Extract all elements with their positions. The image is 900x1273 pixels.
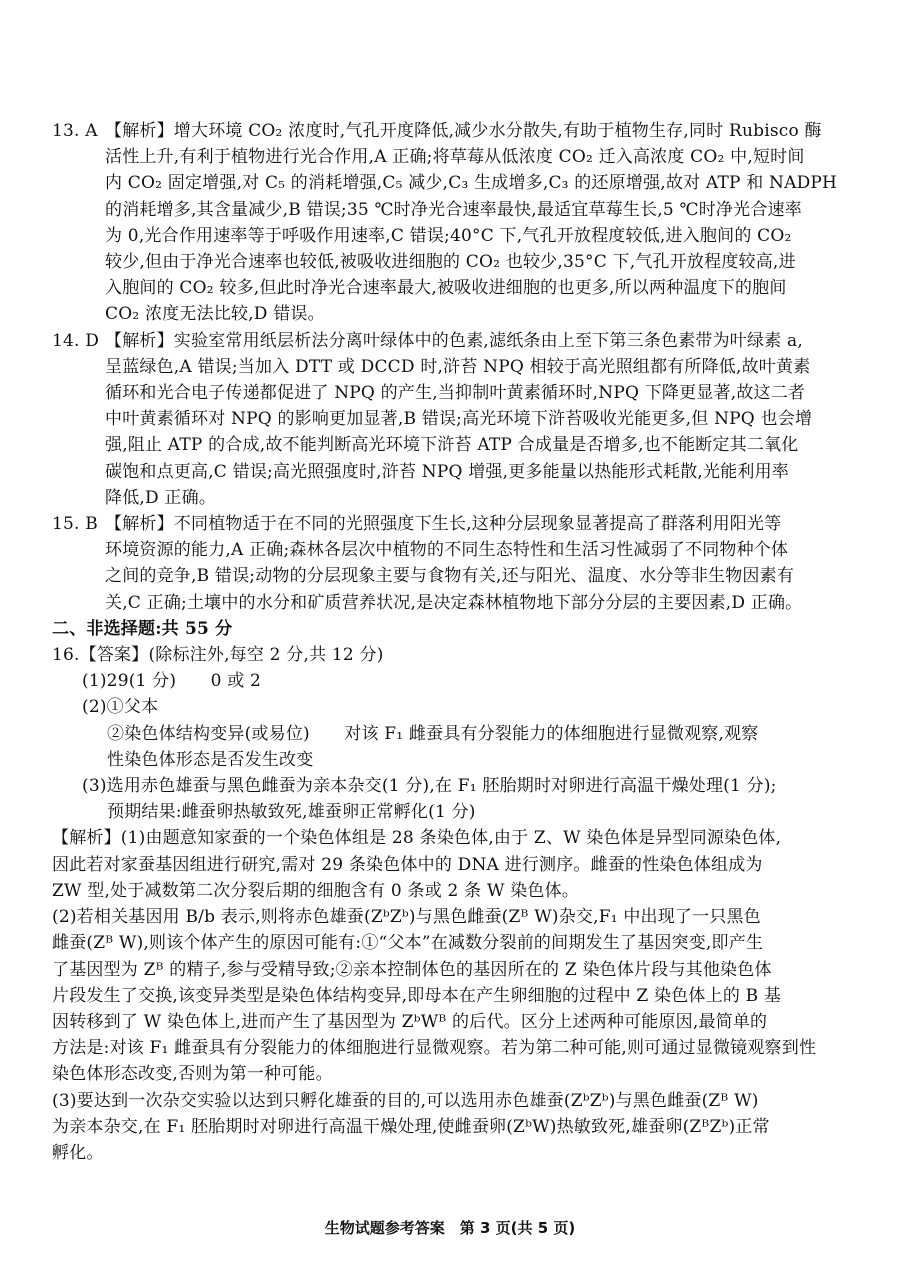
q15-text-0: 【解析】不同植物适于在不同的光照强度下生长,这种分层现象显著提高了群落利用阳光等 <box>105 514 782 535</box>
q16-analysis-12: 孵化。 <box>52 1142 104 1163</box>
q13-line-4: 为 0,光合作用速率等于呼吸作用速率,C 错误;40°C 下,气孔开放程度较低,进入胞间的 CO₂ <box>105 225 792 246</box>
q15-line-0 <box>52 511 852 537</box>
q16-analysis-1: 因此若对家蚕基因组进行研究,需对 29 条染色体中的 DNA 进行测序。雌蚕的性染色体组成为 <box>52 854 763 875</box>
q15-line-1: 环境资源的能力,A 正确;森林各层次中植物的不同生态特性和生活习性减弱了不同物种个体 <box>105 540 789 561</box>
q13-line-0 <box>52 118 852 144</box>
q15-line-3: 关,C 正确;土壤中的水分和矿质营养状况,是决定森林植物地下部分分层的主要因素,D 正确。 <box>105 592 803 613</box>
q13-line-1: 活性上升,有利于植物进行光合作用,A 正确;将草莓从低浓度 CO₂ 迁入高浓度 CO₂ 中,短时间 <box>105 147 805 168</box>
q13-line-7: CO₂ 浓度无法比较,D 错误。 <box>105 304 325 325</box>
q13-line-2: 内 CO₂ 固定增强,对 C₅ 的消耗增强,C₅ 减少,C₃ 生成增多,C₃ 的还原增强,故对 ATP 和 NADPH <box>105 173 838 194</box>
q16-answer-1: (1)29(1 分) 0 或 2 <box>82 671 262 692</box>
q14-line-2: 循环和光合电子传递都促进了 NPQ 的产生,当抑制叶黄素循环时,NPQ 下降更显著,故这二者 <box>105 383 806 404</box>
q13-line-3: 的消耗增多,其含量减少,B 错误;35 ℃时净光合速率最快,最适宜草莓生长,5 ℃时净光合速率 <box>105 199 802 220</box>
q16-analysis-5: 了基因型为 Zᴮ 的精子,参与受精导致;②亲本控制体色的基因所在的 Z 染色体片段与其他染色体 <box>52 959 772 980</box>
q16-analysis-0: 【解析】(1)由题意知家蚕的一个染色体组是 28 条染色体,由于 Z、W 染色体是异型同源染色体, <box>52 828 782 849</box>
q15-line-2: 之间的竞争,B 错误;动物的分层现象主要与食物有关,还与阳光、温度、水分等非生物因素有 <box>105 566 795 587</box>
q13-text-0: 【解析】增大环境 CO₂ 浓度时,气孔开度降低,减少水分散失,有助于植物生存,同时 Rubisco 酶 <box>105 121 822 141</box>
q16-analysis-4: 雌蚕(Zᴮ W),则该个体产生的原因可能有:①“父本”在减数分裂前的间期发生了基因突变,即产生 <box>52 933 764 954</box>
q13-number: 13. A <box>52 121 98 141</box>
q14-line-4: 强,阻止 ATP 的合成,故不能判断高光环境下浒苔 ATP 合成量是否增多,也不能断定其二氧化 <box>105 435 799 456</box>
q16-analysis-11: 为亲本杂交,在 F₁ 胚胎期时对卵进行高温干燥处理,使雌蚕卵(ZᵇW)热敏致死,雄蚕卵(ZᴮZᵇ)正常 <box>52 1116 770 1137</box>
q16-analysis-3: (2)若相关基因用 B/b 表示,则将赤色雄蚕(ZᵇZᵇ)与黑色雌蚕(Zᴮ W)杂交,F₁ 中出现了一只黑色 <box>52 907 761 928</box>
q16-analysis-6: 片段发生了交换,该变异类型是染色体结构变异,即母本在产生卵细胞的过程中 Z 染色体上的 B 基 <box>52 985 782 1006</box>
q16-analysis-8: 方法是:对该 F₁ 雌蚕具有分裂能力的体细胞进行显微观察。若为第二种可能,则可通过显微镜观察到性 <box>52 1038 817 1059</box>
q16-analysis-2: ZW 型,处于减数第二次分裂后期的细胞含有 0 条或 2 条 W 染色体。 <box>52 880 580 901</box>
q16-answer-2-1: (2)①父本 <box>82 697 159 718</box>
q13-line-5: 较少,但由于净光合速率也较低,被吸收进细胞的 CO₂ 也较少,35°C 下,气孔开放程度较高,进 <box>105 252 796 273</box>
q14-line-5: 碳饱和点更高,C 错误;高光照强度时,浒苔 NPQ 增强,更多能量以热能形式耗散,光能利用率 <box>105 461 790 482</box>
q16-analysis-7: 因转移到了 W 染色体上,进而产生了基因型为 ZᵇWᴮ 的后代。区分上述两种可能原因,最简单的 <box>52 1011 768 1032</box>
q14-line-0 <box>52 328 852 354</box>
q14-line-3: 中叶黄素循环对 NPQ 的影响更加显著,B 错误;高光环境下浒苔吸收光能更多,但 NPQ 也会增 <box>105 409 813 430</box>
q15-number: 15. B <box>52 514 98 535</box>
q16-answer-2-3: 性染色体形态是否发生改变 <box>107 749 314 770</box>
q16-answer-3-2: 预期结果:雌蚕卵热敏致死,雄蚕卵正常孵化(1 分) <box>107 802 476 823</box>
q16-answer-label: 【答案】(除标注外,每空 2 分,共 12 分) <box>79 645 384 666</box>
q16-answer-2-2: ②染色体结构变异(或易位) 对该 F₁ 雌蚕具有分裂能力的体细胞进行显微观察,观察 <box>107 723 759 744</box>
q14-number: 14. D <box>52 330 100 351</box>
q14-text-0: 【解析】实验室常用纸层析法分离叶绿体中的色素,滤纸条由上至下第三条色素带为叶绿素 a, <box>105 330 803 351</box>
section-heading: 二、非选择题:共 55 分 <box>52 618 233 639</box>
page-footer: 生物试题参考答案 第 3 页(共 5 页) <box>324 1219 576 1237</box>
answer-content <box>52 118 852 1166</box>
q16-number: 16. <box>52 645 80 666</box>
q14-line-6: 降低,D 正确。 <box>105 487 217 508</box>
q14-line-1: 呈蓝绿色,A 错误;当加入 DTT 或 DCCD 时,浒苔 NPQ 相较于高光照组都有所降低,故叶黄素 <box>105 356 811 377</box>
q16-analysis-10: (3)要达到一次杂交实验以达到只孵化雄蚕的目的,可以选用赤色雄蚕(ZᵇZᵇ)与黑色雌蚕(Zᴮ W) <box>52 1090 759 1111</box>
q16-answer-header <box>52 642 852 668</box>
q16-answer-3-1: (3)选用赤色雄蚕与黑色雌蚕为亲本杂交(1 分),在 F₁ 胚胎期时对卵进行高温干燥处理(1 分); <box>82 776 777 797</box>
q16-analysis-9: 染色体形态改变,否则为第一种可能。 <box>52 1064 333 1085</box>
q13-line-6: 入胞间的 CO₂ 较多,但此时净光合速率最大,被吸收进细胞的也更多,所以两种温度下的胞间 <box>105 278 787 299</box>
